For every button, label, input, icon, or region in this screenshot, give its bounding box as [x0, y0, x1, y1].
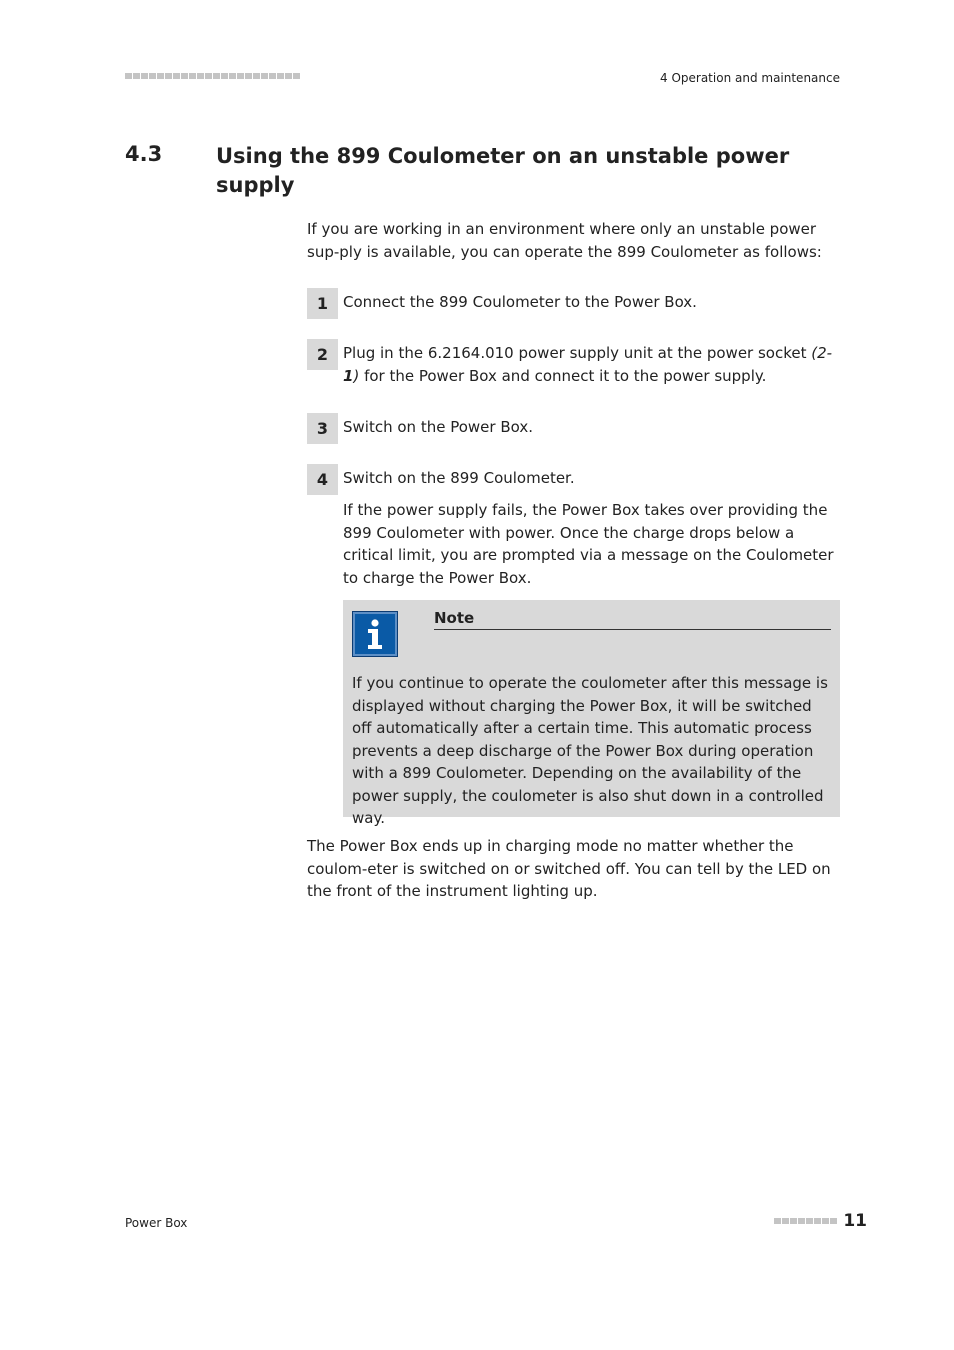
running-header-chapter: 4 Operation and maintenance [660, 71, 840, 85]
step-number-1: 1 [307, 288, 338, 319]
note-text: If you continue to operate the coulometer after this message is displayed without charging the Power Box, it will be switched off automatically after a certain time. This automatic process prevents a deep discharge of the Power Box during operation with a 899 Coulometer. Depending on the availability of the power supply, the coulometer is also shut down in a controlled way. [352, 674, 828, 827]
info-icon [352, 611, 398, 657]
step-number-3: 3 [307, 413, 338, 444]
step-2-text-before: Plug in the 6.2164.010 power supply unit at the power socket [343, 344, 812, 362]
intro-paragraph: If you are working in an environment where only an unstable power sup-ply is available, you can operate the 899 Coulometer as follows: [307, 220, 822, 261]
section-title: Using the 899 Coulometer on an unstable power supply [216, 144, 790, 197]
footer-product-name: Power Box [125, 1216, 188, 1230]
step-text-1: Connect the 899 Coulometer to the Power Box. [343, 293, 697, 311]
step-text-4: Switch on the 899 Coulometer. [343, 469, 575, 487]
step-2-text-after: for the Power Box and connect it to the power supply. [359, 366, 767, 385]
footer-decoration-dots [774, 1218, 837, 1224]
step-2-ref-prefix: (2- [811, 344, 833, 362]
step-2-ref-suffix: ) [353, 366, 360, 385]
step-number-2: 2 [307, 339, 338, 370]
step-4-detail: If the power supply fails, the Power Box takes over providing the 899 Coulometer with power. Once the charge drops below a critical limit, you are prompted via a message on the Coulometer to charge the Power Box. [343, 501, 834, 587]
header-decoration-dots [125, 73, 300, 79]
outro-paragraph: The Power Box ends up in charging mode no matter whether the coulom-eter is switched on or switched off. You can tell by the LED on the front of the instrument lighting up. [307, 837, 831, 900]
section-number: 4.3 [125, 142, 163, 166]
note-title: Note [434, 609, 831, 630]
step-text-2 [343, 342, 838, 387]
step-number-4: 4 [307, 464, 338, 495]
step-2-ref-number: 1 [343, 366, 354, 385]
step-text-3: Switch on the Power Box. [343, 418, 533, 436]
page-number: 11 [843, 1211, 867, 1231]
note-box [343, 600, 840, 827]
footer-page-indicator [774, 1211, 867, 1231]
